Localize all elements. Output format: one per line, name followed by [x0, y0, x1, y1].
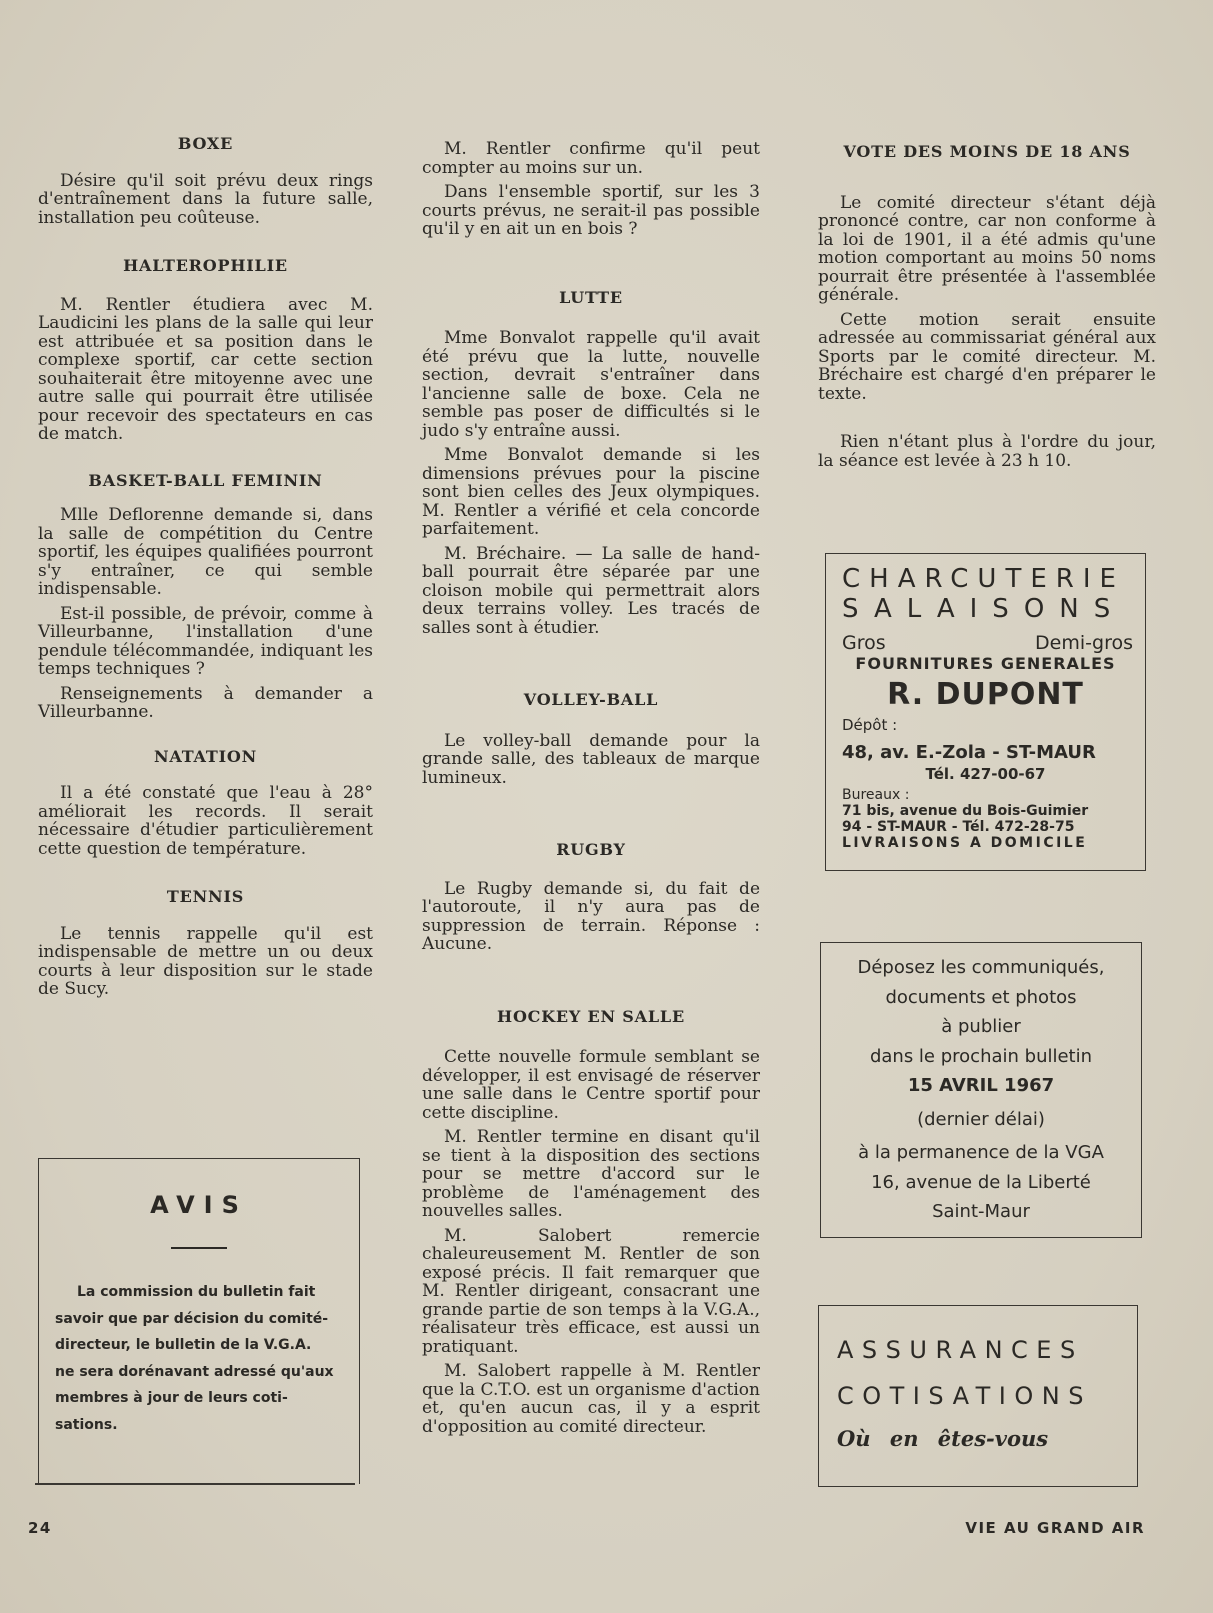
paragraph: Est-il possible, de prévoir, comme à Villeurbanne, l'installation d'une pendule télécommandée, indiquant les temps techniques ?	[38, 603, 373, 679]
avis-body	[39, 1279, 359, 1438]
ad-line: CHARCUTERIE	[842, 564, 1125, 594]
ad-line: SALAISONS	[842, 594, 1126, 624]
ad-bureaux-addr2: 94 - ST-MAUR - Tél. 472-28-75	[842, 819, 1075, 835]
paragraph: M. Salobert remercie chaleureusement M. Rentler de son exposé précis. Il fait remarquer que M. Rentler dirigeant, consacrant une grande partie de son temps à la V.G.A., réalisateur très efficace, est aussi un pratiquant.	[422, 1225, 760, 1357]
section-title-vote: VOTE DES MOINS DE 18 ANS	[843, 142, 1131, 161]
paragraph: Mlle Deflorenne demande si, dans la salle de compétition du Centre sportif, les équipes qualifiées pourront s'y entraîner, ce qui semble indispensable.	[38, 505, 373, 599]
magazine-name: VIE AU GRAND AIR	[965, 1519, 1145, 1537]
ad-line: Saint-Maur	[932, 1201, 1030, 1222]
section-title-lutte: LUTTE	[559, 287, 623, 307]
section-title-hockey: HOCKEY EN SALLE	[497, 1006, 685, 1026]
ad-livraisons: LIVRAISONS A DOMICILE	[842, 835, 1088, 851]
ad-line: documents et photos	[885, 986, 1077, 1008]
paragraph: Le tennis rappelle qu'il est indispensable de mettre un ou deux courts à leur disposition sur le stade de Sucy.	[38, 923, 373, 999]
paragraph: M. Bréchaire. — La salle de hand-ball pourrait être séparée par une cloison mobile qui permettrait alors deux terrains volley. Les tracés de salles sont à étudier.	[422, 543, 760, 638]
ad-gros-row	[842, 632, 1133, 654]
paragraph: Cette motion serait ensuite adressée au commissariat général aux Sports par le comité directeur. M. Bréchaire est chargé d'en préparer le texte.	[818, 309, 1156, 404]
ad-depot-tel: Tél. 427-00-67	[925, 765, 1046, 783]
section-title-volley: VOLLEY-BALL	[523, 690, 659, 709]
ad-charcuterie	[825, 553, 1146, 871]
ad-deposez	[820, 942, 1142, 1238]
ad-demigros: Demi-gros	[1035, 632, 1133, 654]
paragraph: Mme Bonvalot rappelle qu'il avait été prévu que la lutte, nouvelle section, devrait s'entraîner dans l'ancienne salle de boxe. Cela ne semble pas poser de difficultés si le judo s'y entraîne aussi.	[422, 328, 760, 441]
avis-divider	[171, 1247, 227, 1249]
section-title-natation: NATATION	[153, 746, 258, 766]
paragraph: M. Rentler termine en disant qu'il se tient à la disposition des sections pour se mettre d'accord sur le problème de l'aménagement des nouvelles salles.	[422, 1127, 760, 1221]
section-title-halterophilie: HALTEROPHILIE	[123, 256, 288, 275]
section-title-boxe: BOXE	[177, 134, 234, 153]
ad-assurances	[818, 1305, 1138, 1487]
page-number: 24	[28, 1519, 52, 1537]
paragraph: M. Salobert rappelle à M. Rentler que la C.T.O. est un organisme d'action et, qu'en aucun cas, il y a esprit d'opposition au comité directeur.	[422, 1361, 760, 1437]
paragraph: Mme Bonvalot demande si les dimensions prévues pour la piscine sont bien celles des Jeux olympiques. M. Rentler a vérifié et cela concorde parfaitement.	[422, 445, 760, 539]
ad-line: à la permanence de la VGA	[858, 1142, 1104, 1163]
column-1	[38, 135, 373, 1005]
paragraph: Il a été constaté que l'eau à 28° améliorait les records. Il serait nécessaire d'étudier particulièrement cette question de température.	[38, 783, 373, 859]
avis-box	[38, 1158, 360, 1484]
paragraph: Le Rugby demande si, du fait de l'autoroute, il n'y aura pas de suppression de terrain. Réponse : Aucune.	[422, 878, 760, 954]
ad-line: Déposez les communiqués,	[857, 957, 1105, 978]
avis-line: sations.	[55, 1416, 118, 1433]
section-title-tennis: TENNIS	[166, 887, 245, 906]
ad-line: COTISATIONS	[837, 1382, 1092, 1410]
ad-name: R. DUPONT	[887, 677, 1084, 712]
paragraph: Rien n'étant plus à l'ordre du jour, la séance est levée à 23 h 10.	[818, 432, 1156, 471]
section-title-basket: BASKET-BALL FEMININ	[88, 470, 323, 490]
paragraph: Le comité directeur s'étant déjà prononcé contre, car non conforme à la loi de 1901, il a été admis qu'une motion comportant au moins 50 noms pourrait être présentée à l'assemblée générale.	[818, 192, 1156, 305]
ad-line: ASSURANCES	[837, 1336, 1084, 1364]
ad-line: à publier	[941, 1016, 1021, 1037]
paragraph: Le volley-ball demande pour la grande salle, des tableaux de marque lumineux.	[422, 730, 760, 788]
ad-bureaux-addr1: 71 bis, avenue du Bois-Guimier	[842, 803, 1089, 819]
avis-line: directeur, le bulletin de la V.G.A.	[55, 1337, 312, 1353]
paragraph: Désire qu'il soit prévu deux rings d'entraînement dans la future salle, installation peu coûteuse.	[38, 170, 373, 228]
ad-slogan: Où en êtes-vous	[837, 1426, 1049, 1451]
column-2	[422, 140, 760, 1442]
ad-bureaux-label: Bureaux :	[842, 787, 910, 803]
avis-line: membres à jour de leurs coti-	[55, 1390, 288, 1406]
ad-date: 15 AVRIL 1967	[907, 1075, 1055, 1096]
paragraph: M. Rentler étudiera avec M. Laudicini les plans de la salle qui leur est attribuée et sa position dans le complexe sportif, car cette section souhaiterait être mitoyenne avec une autre salle qui pourrait être utilisée pour recevoir des spectateurs en cas de match.	[38, 294, 373, 444]
avis-line: ne sera dorénavant adressé qu'aux	[55, 1363, 334, 1380]
avis-bottom-rule	[35, 1483, 355, 1485]
ad-line: (dernier délai)	[917, 1108, 1045, 1130]
ad-line: 16, avenue de la Liberté	[871, 1171, 1091, 1193]
paragraph: M. Rentler confirme qu'il peut compter au moins sur un.	[422, 139, 760, 178]
section-title-rugby: RUGBY	[556, 840, 626, 859]
avis-line: La commission du bulletin fait	[77, 1284, 316, 1300]
ad-depot-addr: 48, av. E.-Zola - ST-MAUR	[842, 742, 1096, 763]
avis-title: AVIS	[150, 1191, 248, 1219]
ad-depot-label: Dépôt :	[842, 716, 898, 734]
paragraph: Cette nouvelle formule semblant se développer, il est envisagé de réserver une salle dans le Centre sportif pour cette discipline.	[422, 1047, 760, 1123]
ad-fournitures: FOURNITURES GENERALES	[855, 654, 1116, 673]
ad-line: dans le prochain bulletin	[869, 1045, 1093, 1067]
paragraph: Renseignements à demander a Villeurbanne.	[38, 683, 373, 722]
paragraph: Dans l'ensemble sportif, sur les 3 courts prévus, ne serait-il pas possible qu'il y en ait un en bois ?	[422, 182, 760, 239]
ad-gros: Gros	[842, 632, 886, 654]
column-3	[818, 143, 1156, 476]
avis-line: savoir que par décision du comité-	[55, 1310, 329, 1327]
